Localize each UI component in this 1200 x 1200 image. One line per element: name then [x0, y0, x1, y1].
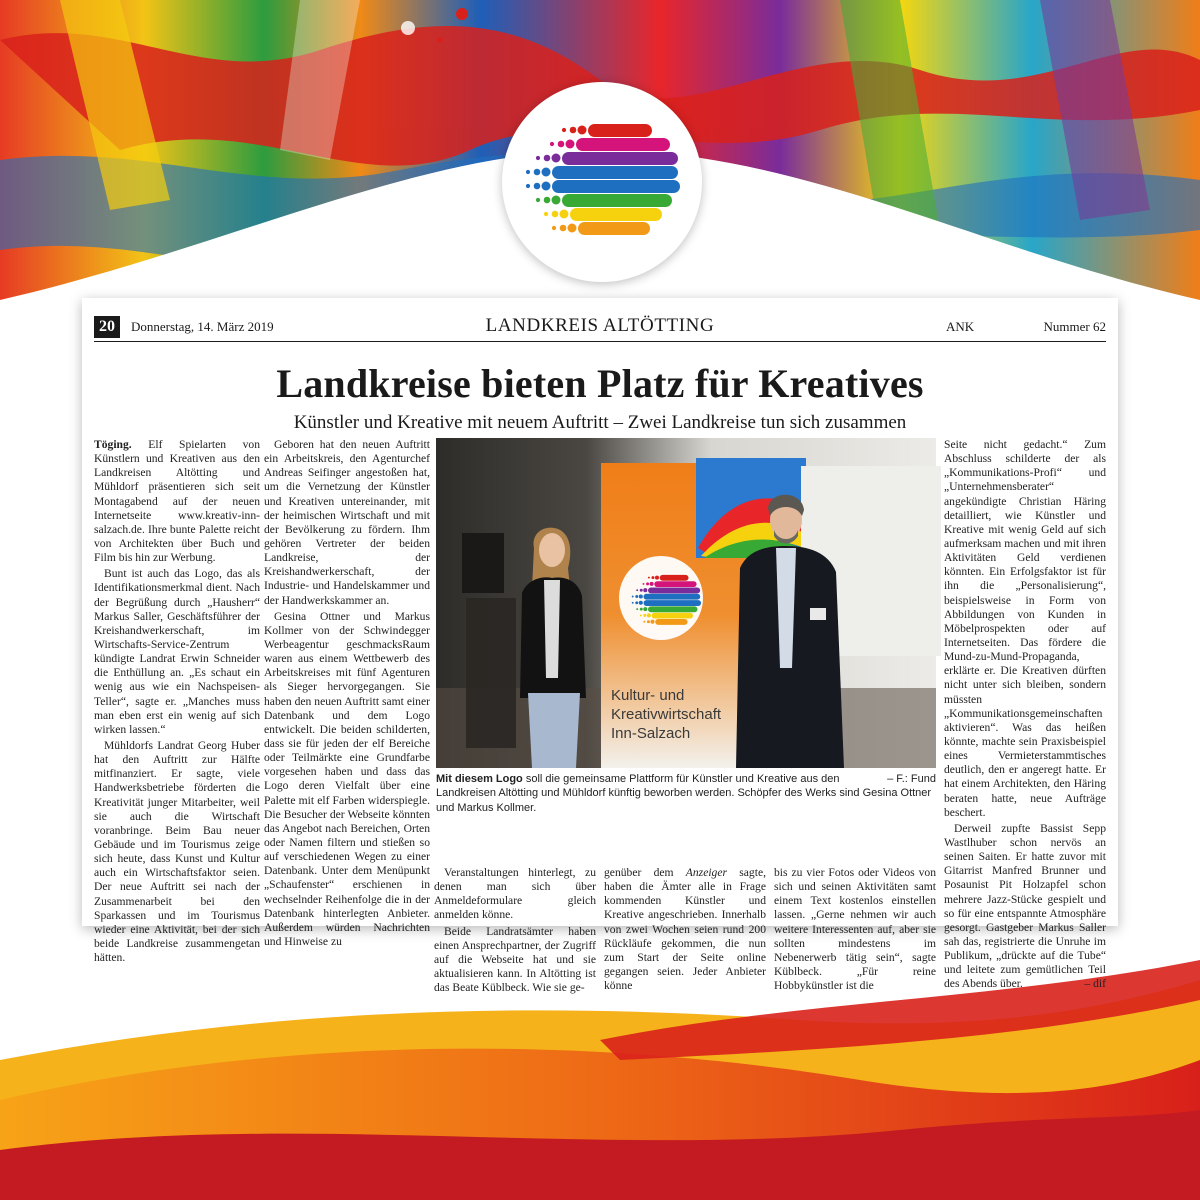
- logo-color-band: [552, 166, 678, 179]
- photo-scene: [436, 438, 936, 768]
- logo-dot: [643, 588, 647, 592]
- article-subheadline: Künstler und Kreative mit neuem Auftritt – Zwei Landkreise tun sich zusammen: [293, 412, 907, 433]
- logo-dot: [568, 224, 577, 233]
- logo-dot: [560, 225, 567, 232]
- page-number: 20: [94, 316, 120, 338]
- logo-dot: [647, 613, 651, 617]
- logo-color-band: [576, 138, 670, 151]
- logo-dot: [655, 576, 659, 580]
- logo-color-band: [562, 152, 678, 165]
- logo-dot: [552, 154, 561, 163]
- article-paragraph: [94, 438, 260, 565]
- article-paragraph: Bunt ist auch das Logo, das als Identifikationsmerkmal dient. Nach der Begrüßung durch „Hausherr“ Markus Saller, Geschäftsführer der Kreishandwerkerschaft, im Wirtschafts-Service-Zentrum kündigte Landrat Erwin Schneider die Enthüllung an. „Es schaut ein wenig aus wie ein Nachspeisen-Teller“, sagte er. „Manches muss man eben erst ein wenig auf sich wirken lassen.“: [94, 567, 260, 736]
- logo-dot: [536, 156, 540, 160]
- logo-dot: [526, 184, 530, 188]
- paragraph-text: genüber dem: [604, 866, 686, 879]
- logo-color-band: [588, 124, 652, 137]
- logo-dot: [550, 142, 554, 146]
- logo-dot: [650, 620, 654, 624]
- logo-dot: [552, 226, 556, 230]
- logo-dot: [578, 126, 587, 135]
- logo-dot: [640, 589, 643, 592]
- logo-dot: [636, 589, 638, 591]
- logo-dot: [558, 141, 565, 148]
- logo-dot: [639, 594, 643, 598]
- logo-dot: [643, 583, 645, 585]
- logo-dot: [646, 582, 649, 585]
- banner-text-line-1: Kultur- und: [611, 687, 685, 704]
- paragraph-text: Elf Spielarten von Künstlern und Kreativen aus den Landkreisen Altötting und Mühldorf präsentieren sich seit Montagabend auf der neuen Internetseite www.kreativ-inn-salzach.de. Ihre bunte Palette reicht von Architekten über Buch und Film bis hin zur Werbung.: [94, 438, 260, 565]
- logo-dot: [552, 196, 561, 205]
- logo-dot: [643, 614, 646, 617]
- article-paragraph: Mühldorfs Landrat Georg Huber hat den Auftritt zur Hälfte mitfinanziert. Er sagte, viele Handwerksbetriebe förderten die Kreativität junger Mitarbeiter, weil sie auch die Wirtschaft voranbringe. Beim Bau neuer Gebäude und im Tourismus zeige sich heute, dass Kunst und Kultur auch ein Wirtschaftsfaktor seien. Der neue Auftritt sei nach der Zusammenarbeit bei den Sparkassen und im Tourismus wieder eine Aktivität, bei der sich beide Landkreise zusammengetan hätten.: [94, 738, 260, 965]
- logo-dot: [647, 620, 650, 623]
- caption-lead: Mit diesem Logo: [436, 773, 523, 785]
- logo-color-band: [655, 619, 687, 625]
- logo-dot: [534, 183, 541, 190]
- article-photo: [436, 438, 936, 768]
- logo-dot: [562, 128, 566, 132]
- article-column-1: [94, 438, 260, 965]
- article-paragraph: [604, 866, 766, 993]
- logo-dot: [544, 197, 551, 204]
- logo-dot: [636, 608, 638, 610]
- photo-credit: – F.: Fund: [887, 773, 936, 785]
- logo-color-band: [644, 600, 702, 606]
- logo-dot: [640, 614, 642, 616]
- logo-dot: [544, 212, 548, 216]
- logo-color-band: [644, 594, 701, 600]
- article-headline: Landkreise bieten Platz für Kreatives: [276, 361, 924, 406]
- logo-dot: [651, 576, 654, 579]
- article-column-2: [264, 438, 430, 948]
- logo-color-band: [562, 194, 672, 207]
- article-paragraph: Veranstaltungen hinterlegt, zu denen man sich über Anmeldeformulare gleich anmelden könne.: [434, 866, 596, 922]
- logo-dot: [635, 595, 638, 598]
- newspaper-masthead: [94, 316, 1106, 342]
- logo-dot: [643, 607, 647, 611]
- logo-dot: [566, 140, 575, 149]
- logo-dot: [542, 182, 551, 191]
- newspaper-name: Anzeiger: [685, 866, 728, 879]
- logo-dot: [526, 170, 530, 174]
- paragraph-text: sagte, haben die Ämter alle in Frage kommenden Künstler und Kreative angeschrieben. Innerhalb von zwei Wochen seien rund 200 Rückläufe gekommen, die nun zum Start der Seite online gegangen seien. Jeder Anbieter könne: [604, 866, 766, 993]
- logo-color-band: [652, 613, 693, 619]
- article-paragraph: Seite nicht gedacht.“ Zum Abschluss schilderte der als „Kommunikations-Profi“ und „Unternehmensberater“ angekündigte Christian Häring detailliert, wie Künstler und Kreative mit wenig Geld auf sich aufmerksam machen und mit ihren Aktivitäten Geld verdienen könnten. Ein Erfolgsfaktor ist für ihn die „Personalisierung“, beispielsweise in Form von Abbildungen von Kunden in Möbelprospekten oder auf Internetseiten. Das fördere die Mund-zu-Mund-Propaganda, erklärte er. Die Kreativen dürften nicht unter sich bleiben, sondern müssten „Kommunikationsgemeinschaften aktivieren“. Was das heißen könnte, machte sein Praxisbeispiel eines Vermieterstammtisches deutlich, den er angeregt hatte. Er hat einem Architekten, den Häring beraten hatte, neue Aufträge beschert.: [944, 438, 1106, 819]
- article-paragraph: [944, 822, 1106, 992]
- newspaper-clipping: [82, 298, 1118, 995]
- logo-color-band: [552, 180, 680, 193]
- article-column-3: [434, 866, 596, 995]
- logo-dot: [643, 621, 645, 623]
- edition-code: ANK: [946, 319, 975, 334]
- colorful-head-logo: [502, 82, 702, 282]
- article-paragraph: Beide Landratsämter haben einen Ansprechpartner, der Zugriff auf die Webseite hat und sie aktualisieren kann. In Altötting ist das Beate Küblbeck. Wie sie ge-: [434, 924, 596, 995]
- logo-dot: [632, 602, 634, 604]
- dateline: Töging.: [94, 438, 132, 451]
- logo-color-band: [660, 575, 689, 581]
- logo-dot: [648, 577, 650, 579]
- article-column-4: [604, 866, 766, 993]
- logo-dot: [534, 169, 541, 176]
- logo-dot: [639, 601, 643, 605]
- issue-number: Nummer 62: [1043, 319, 1106, 334]
- logo-dot: [632, 596, 634, 598]
- logo-dot: [635, 601, 638, 604]
- logo-dot: [552, 211, 559, 218]
- banner-text-line-3: Inn-Salzach: [611, 725, 691, 742]
- article-paragraph: Geboren hat den neuen Auftritt ein Arbeitskreis, den Agenturchef Andreas Seifinger angestoßen hat, um die Vernetzung der Künstler und Kreativen untereinander, mit der heimischen Wirtschaft und mit der Bevölkerung zu fördern. Ihm gehören Vertreter der beiden Landkreise, der Kreishandwerkerschaft, der Industrie- und Handelskammer und der Handwerkskammer an.: [264, 438, 430, 607]
- caption-text: soll die gemeinsame Plattform für Künstler und Kreative aus den Landkreisen Altötting und Mühldorf künftig beworben werden. Schöpfer des Werks sind Gesina Ottner und Markus Kollmer.: [436, 773, 932, 814]
- logo-color-band: [578, 222, 650, 235]
- article-paragraph: bis zu vier Fotos oder Videos von sich und seinen Aktivitäten samt einem Text kostenlos einstellen lassen. „Gerne nehmen wir auch weitere Interessenten auf, aber sie sollten mindestens im Nebenerwerb tätig sein“, sagte Küblbeck. „Für reine Hobbykünstler ist die: [774, 866, 936, 993]
- logo-dot: [542, 168, 551, 177]
- logo-dot: [544, 155, 551, 162]
- paragraph-text: Derweil zupfte Bassist Sepp Wastlhuber schon nervös an seinen Saiten. Er hatte zuvor mit Gitarrist Manfred Brunner und Posaunist Pit Holzapfel schon mehrere Jazz-Stücke gespielt und so für eine entspannte Atmosphäre gesorgt. Gastgeber Markus Saller sah das, registrierte die Unruhe im Publikum, „drückte auf die Tube“ und leitete zum gemütlichen Teil des Abends über.: [944, 821, 1106, 991]
- logo-color-band: [648, 588, 700, 594]
- logo-dot: [570, 127, 577, 134]
- article-column-5: [774, 866, 936, 993]
- logo-dot: [640, 608, 643, 611]
- logo-dot: [536, 198, 540, 202]
- logo-color-band: [654, 581, 696, 587]
- logo-color-band: [648, 606, 698, 612]
- head-logo-graphic: [502, 82, 702, 282]
- photo-caption: [436, 772, 936, 815]
- issue-date: Donnerstag, 14. März 2019: [131, 319, 274, 334]
- author-signature: – dif: [1084, 977, 1106, 991]
- logo-dot: [560, 210, 569, 219]
- logo-color-band: [570, 208, 662, 221]
- article-column-6: [944, 438, 1106, 991]
- section-title: LANDKREIS ALTÖTTING: [485, 315, 715, 336]
- article-paragraph: Gesina Ottner und Markus Kollmer von der Schwindegger Werbeagentur geschmacksRaum waren aus einem Wettbewerb des Arbeitskreises mit fünf Agenturen als Sieger hervorgegangen. Sie haben den neuen Auftritt samt einer Datenbank und dem Logo entwickelt. Die beiden schilderten, dass sie für jeden der elf Bereiche oder Teilmärkte eine Grundfarbe vorgesehen haben und dass das Logo deren Vielfalt über eine Palette mit elf Farben widerspiegle. Die Besucher der Webseite könnten das Angebot nach Bereichen, Orten oder Namen filtern und stießen so auf verschiedenen Wegen zu einer Datenbank. Unter dem Menüpunkt „Schaufenster“ erschienen in wechselnder Reihenfolge die in der Datenbank hinterlegten Anbieter. Außerdem würden Nachrichten und Hinweise zu: [264, 609, 430, 948]
- logo-dot: [650, 582, 654, 586]
- banner-text-line-2: Kreativwirtschaft: [611, 706, 722, 723]
